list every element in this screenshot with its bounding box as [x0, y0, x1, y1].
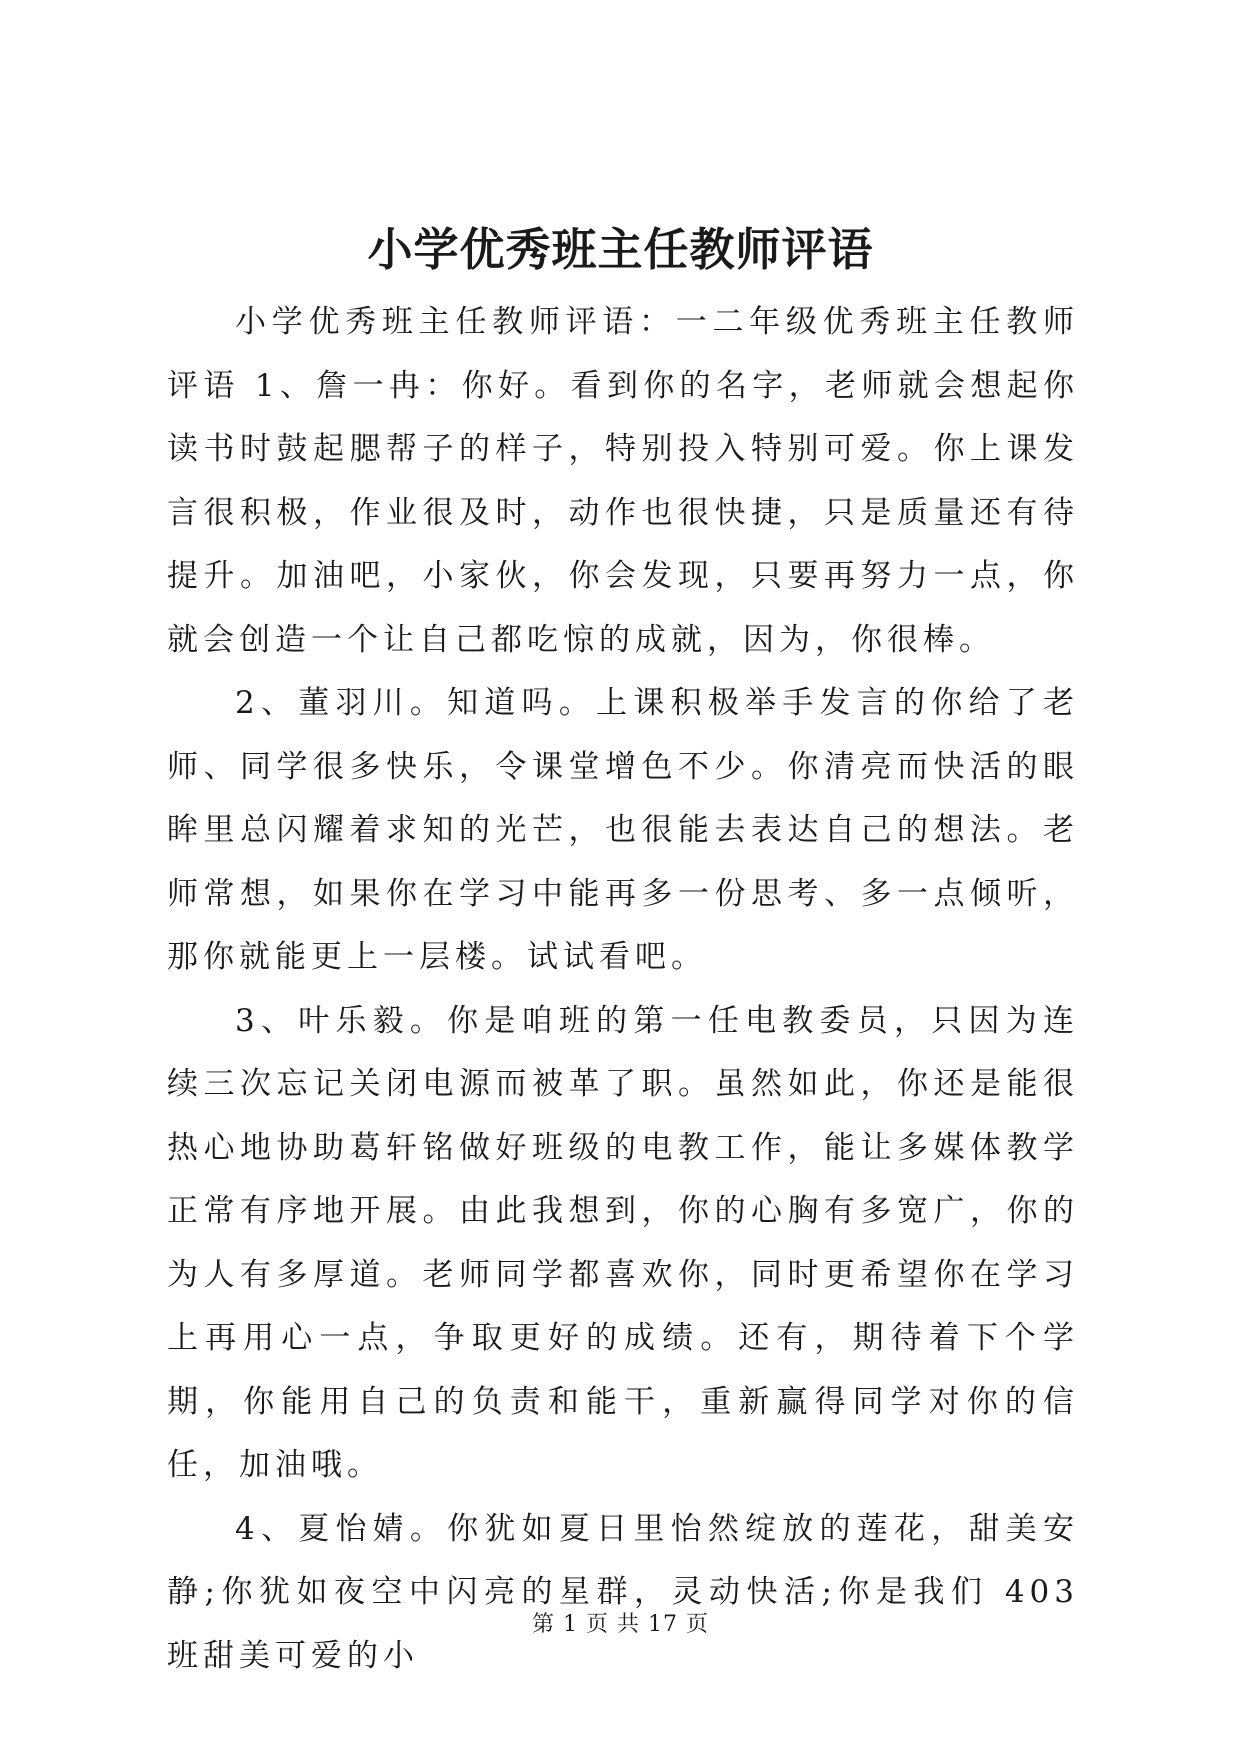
paragraph-3: 3、叶乐毅。你是咱班的第一任电教委员，只因为连续三次忘记关闭电源而被革了职。虽然如此，你还是能很热心地协助葛轩铭做好班级的电教工作，能让多媒体教学正常有序地开展。由此我想到，你的心胸有多宽广，你的为人有多厚道。老师同学都喜欢你，同时更希望你在学习上再用心一点，争取更好的成绩。还有，期待着下个学期，你能用自己的负责和能干，重新赢得同学对你的信任，加油哦。 — [167, 1002, 1079, 1483]
document-body — [167, 291, 1079, 1688]
document-title: 小学优秀班主任教师评语 — [367, 223, 874, 276]
paragraph-2: 2、董羽川。知道吗。上课积极举手发言的你给了老师、同学很多快乐，令课堂增色不少。你清亮而快活的眼眸里总闪耀着求知的光芒，也很能去表达自己的想法。老师常想，如果你在学习中能再多一份思考、多一点倾听，那你就能更上一层楼。试试看吧。 — [167, 685, 1079, 975]
paragraph-1: 小学优秀班主任教师评语：一二年级优秀班主任教师评语 1、詹一冉：你好。看到你的名字，老师就会想起你读书时鼓起腮帮子的样子，特别投入特别可爱。你上课发言很积极，作业很及时，动作也很快捷，只是质量还有待提升。加油吧，小家伙，你会发现，只要再努力一点，你就会创造一个让自己都吃惊的成就，因为，你很棒。 — [167, 304, 1079, 658]
paragraph-4: 4、夏怡婧。你犹如夏日里怡然绽放的莲花，甜美安静;你犹如夜空中闪亮的星群，灵动快活;你是我们 403 班甜美可爱的小 — [167, 1510, 1079, 1674]
page-number-footer: 第 1 页 共 17 页 — [532, 1612, 709, 1637]
